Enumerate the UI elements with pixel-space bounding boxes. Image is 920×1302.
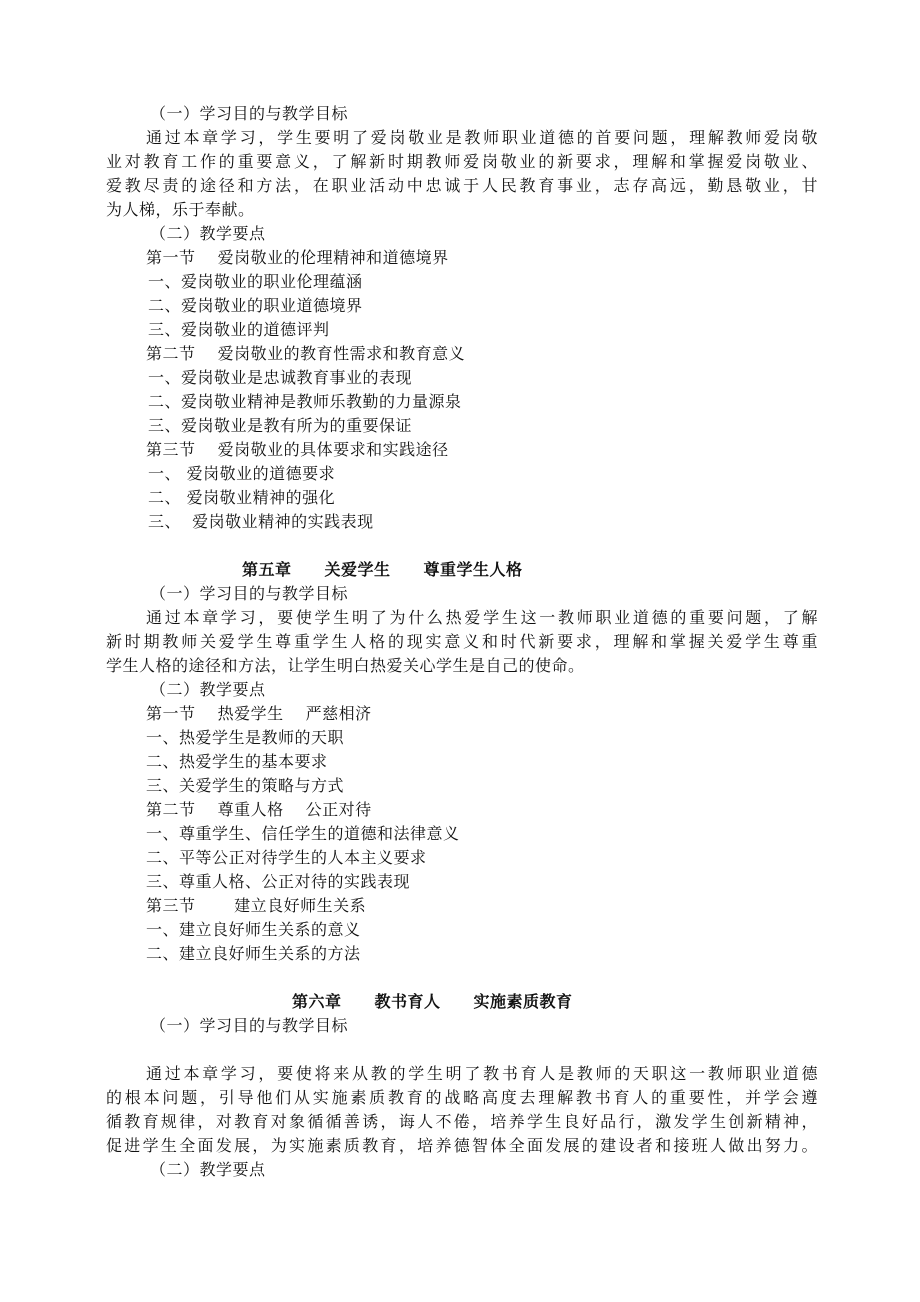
ch6-title: 第六章 教书育人 实施素质教育	[292, 992, 573, 1011]
ch5-section-1-item-3: 三、关爱学生的策略与方式	[146, 776, 345, 795]
ch4-objectives-line-4: 为人梯，乐于奉献。	[106, 200, 255, 219]
ch5-objectives-heading: （一）学习目的与教学目标	[150, 584, 349, 603]
ch4-objectives-heading: （一）学习目的与教学目标	[150, 104, 349, 123]
ch4-section-2-title: 第二节 爱岗敬业的教育性需求和教育意义	[146, 344, 466, 363]
ch5-objectives-line-1: 通过本章学习，要使学生明了为什么热爱学生这一教师职业道德的重要问题，了解	[146, 608, 818, 627]
ch4-section-1-item-1: 一、爱岗敬业的职业伦理蕴涵	[148, 272, 363, 291]
ch5-points-heading: （二）教学要点	[150, 680, 266, 699]
ch5-section-2-title: 第二节 尊重人格 公正对待	[146, 800, 372, 819]
ch4-objectives-line-1: 通过本章学习，学生要明了爱岗敬业是教师职业道德的首要问题，理解教师爱岗敬	[146, 128, 818, 147]
ch4-section-3-title: 第三节 爱岗敬业的具体要求和实践途径	[146, 440, 449, 459]
ch5-section-2-item-1: 一、尊重学生、信任学生的道德和法律意义	[146, 824, 460, 843]
ch6-objectives-heading: （一）学习目的与教学目标	[150, 1016, 349, 1035]
ch4-section-3-item-3: 三、 爱岗敬业精神的实践表现	[148, 512, 374, 531]
ch4-objectives-line-2: 业对教育工作的重要意义，了解新时期教师爱岗敬业的新要求，理解和掌握爱岗敬业、	[106, 152, 818, 171]
ch4-section-1-item-2: 二、爱岗敬业的职业道德境界	[148, 296, 363, 315]
ch4-section-3-item-1: 一、 爱岗敬业的道德要求	[148, 464, 336, 483]
ch6-objectives-line-3: 循教育规律，对教育对象循循善诱，诲人不倦，培养学生良好品行，激发学生创新精神，	[106, 1112, 818, 1131]
ch5-section-2-item-2: 二、平等公正对待学生的人本主义要求	[146, 848, 427, 867]
ch5-section-2-item-3: 三、尊重人格、公正对待的实践表现	[146, 872, 411, 891]
ch5-section-1-title: 第一节 热爱学生 严慈相济	[146, 704, 372, 723]
ch6-objectives-line-1: 通过本章学习，要使将来从教的学生明了教书育人是教师的天职这一教师职业道德	[146, 1064, 818, 1083]
ch6-points-heading: （二）教学要点	[150, 1160, 266, 1179]
ch6-objectives-line-4: 促进学生全面发展，为实施素质教育，培养德智体全面发展的建设者和接班人做出努力。	[106, 1136, 818, 1155]
ch4-objectives-line-3: 爱教尽责的途径和方法，在职业活动中忠诚于人民教育事业，志存高远，勤恳敬业，甘	[106, 176, 818, 195]
ch5-objectives-line-3: 学生人格的途径和方法，让学生明白热爱关心学生是自己的使命。	[106, 656, 585, 675]
ch5-section-3-item-1: 一、建立良好师生关系的意义	[146, 920, 361, 939]
ch4-section-2-item-3: 三、爱岗敬业是教有所为的重要保证	[148, 416, 413, 435]
ch6-objectives-line-2: 的根本问题，引导他们从实施素质教育的战略高度去理解教书育人的重要性，并学会遵	[106, 1088, 818, 1107]
ch4-section-3-item-2: 二、 爱岗敬业精神的强化	[148, 488, 336, 507]
ch5-section-3-title: 第三节 建立良好师生关系	[146, 896, 367, 915]
ch4-section-1-title: 第一节 爱岗敬业的伦理精神和道德境界	[146, 248, 449, 267]
ch5-section-3-item-2: 二、建立良好师生关系的方法	[146, 944, 361, 963]
ch5-section-1-item-2: 二、热爱学生的基本要求	[146, 752, 328, 771]
ch5-section-1-item-1: 一、热爱学生是教师的天职	[146, 728, 345, 747]
ch5-title: 第五章 关爱学生 尊重学生人格	[242, 560, 523, 579]
ch4-section-2-item-2: 二、爱岗敬业精神是教师乐教勤的力量源泉	[148, 392, 462, 411]
ch4-section-1-item-3: 三、爱岗敬业的道德评判	[148, 320, 330, 339]
ch5-objectives-line-2: 新时期教师关爱学生尊重学生人格的现实意义和时代新要求，理解和掌握关爱学生尊重	[106, 632, 818, 651]
ch4-points-heading: （二）教学要点	[150, 224, 266, 243]
ch4-section-2-item-1: 一、爱岗敬业是忠诚教育事业的表现	[148, 368, 413, 387]
